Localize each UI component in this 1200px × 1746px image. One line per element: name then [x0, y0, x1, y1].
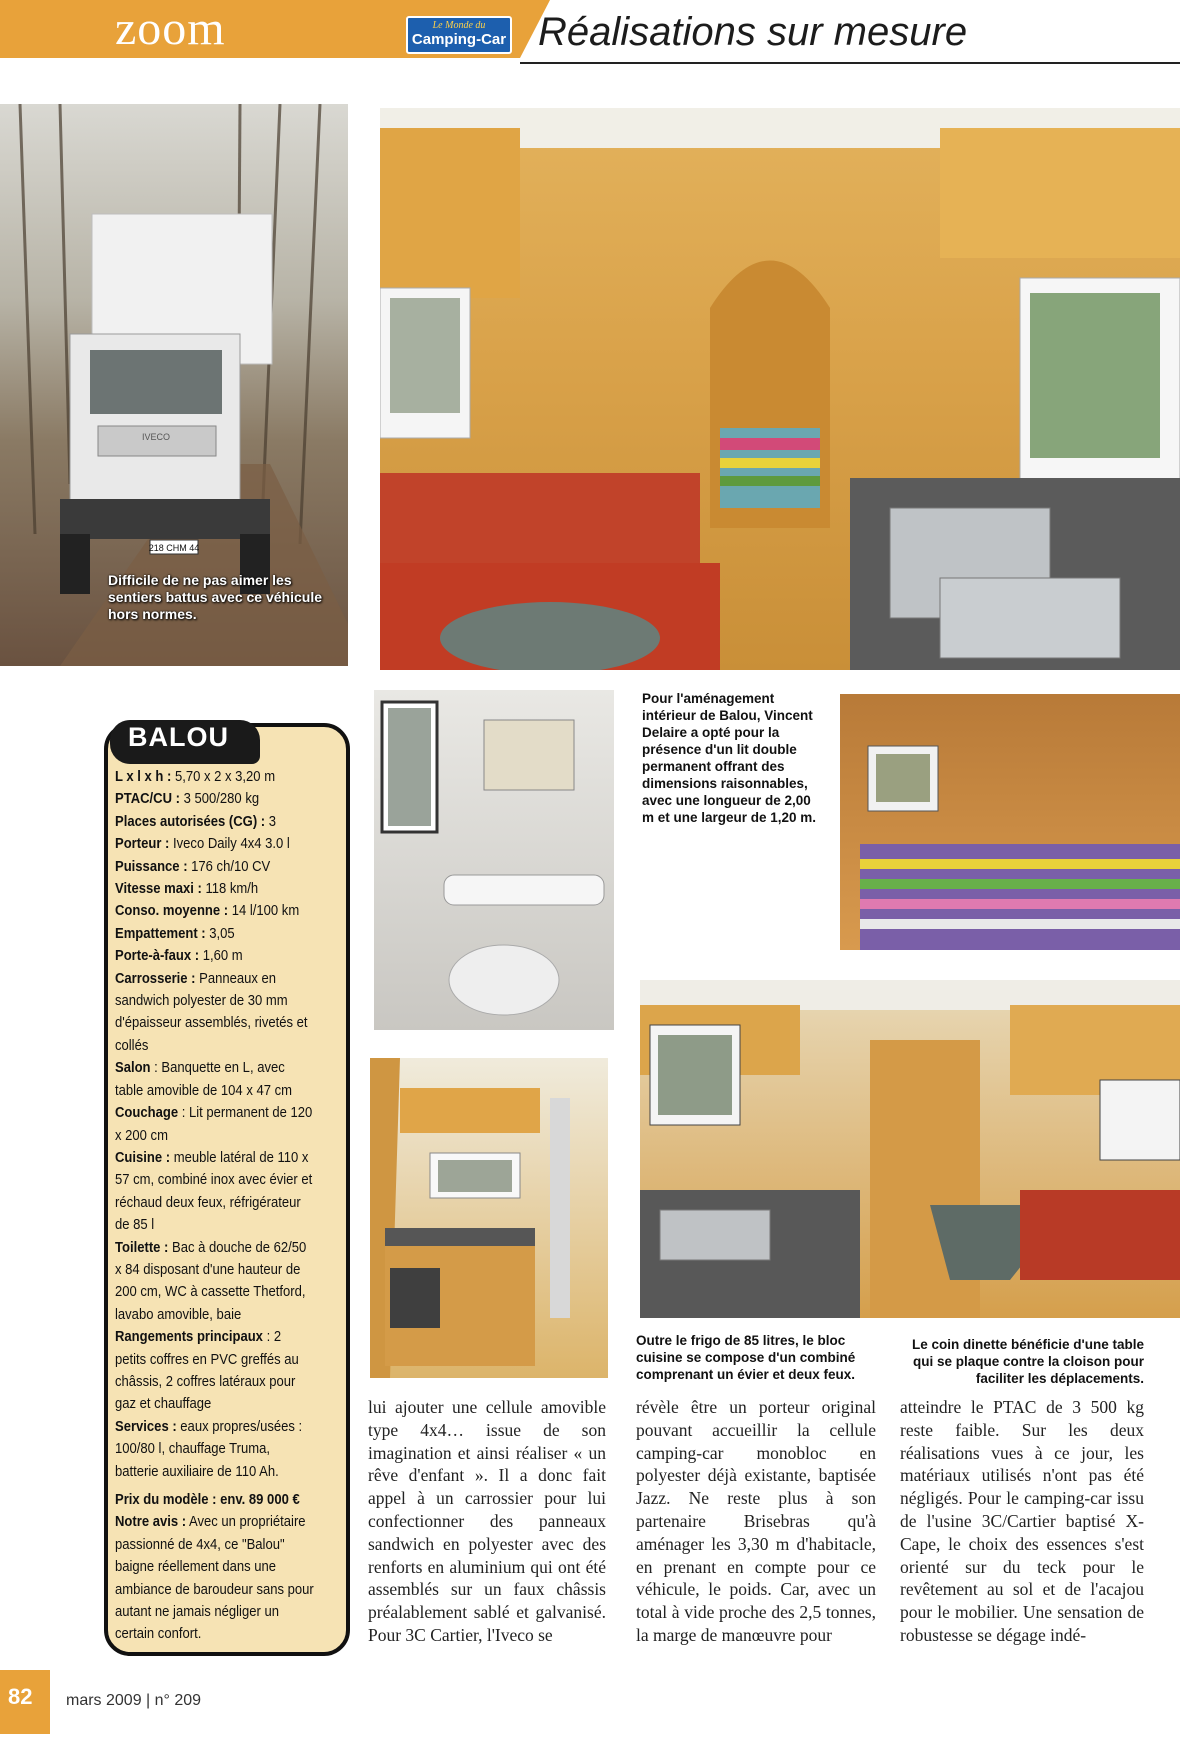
galley-photo	[370, 1058, 608, 1378]
spec-item-label: Porte-à-faux :	[115, 948, 200, 965]
spec-item-label: Couchage	[115, 1105, 179, 1122]
spec-item-value: 3	[265, 813, 277, 830]
spec-item-label: Cuisine :	[115, 1149, 171, 1166]
price-label: Prix du modèle : env. 89 000 €	[115, 1492, 300, 1508]
spec-item	[115, 766, 315, 788]
spec-item-value: 3,05	[205, 925, 235, 942]
opinion	[115, 1511, 315, 1645]
spec-item-label: Toilette :	[115, 1239, 169, 1256]
price	[115, 1489, 315, 1511]
header-rule	[520, 62, 1180, 64]
logo-line1: Le Monde du	[432, 20, 486, 31]
galley-illustration	[370, 1058, 608, 1378]
spec-item-value: eaux propres/usées : 100/80 l, chauffage Truma, batterie auxiliaire de 110 Ah.	[115, 1418, 303, 1480]
dinette-caption: Le coin dinette bénéficie d'une table qui se plaque contre la cloison pour faciliter les déplacements.	[912, 1337, 1144, 1386]
spec-item-value: 14 l/100 km	[228, 903, 300, 920]
spec-item	[115, 1147, 315, 1237]
spec-item	[115, 833, 315, 855]
magazine-logo	[406, 16, 512, 54]
spec-item	[115, 1416, 315, 1483]
spec-item-value: : Banquette en L, avec table amovible de 104 x 47 cm	[115, 1060, 293, 1099]
spec-item-label: Vitesse maxi :	[115, 881, 202, 898]
spec-item-value: : Lit permanent de 120 x 200 cm	[115, 1105, 313, 1144]
spec-item-label: Carrosserie :	[115, 970, 196, 987]
spec-item-value: 5,70 x 2 x 3,20 m	[171, 769, 276, 785]
truck-brand-badge: IVECO	[141, 432, 171, 442]
license-plate: 218 CHM 44	[148, 543, 200, 553]
kitchen-illustration	[640, 980, 1180, 1318]
spec-item-value: Panneaux en sandwich polyester de 30 mm d'épaisseur assemblés, rivetés et collés	[115, 970, 308, 1054]
spec-item	[115, 1237, 315, 1327]
spec-title: BALOU	[128, 722, 229, 752]
kitchen-dinette-photo	[640, 980, 1180, 1318]
logo-line2: Camping-Car	[411, 31, 507, 48]
spec-item-value: : 2 petits coffres en PVC greffés au châssis, 2 coffres latéraux pour gaz et chauffage	[115, 1329, 299, 1413]
spec-item-value: Iveco Daily 4x4 3.0 l	[169, 836, 290, 853]
spec-item-value: 118 km/h	[201, 881, 259, 898]
section-label: zoom	[115, 2, 226, 55]
page-number: 82	[8, 1684, 33, 1709]
spec-item-value: 176 ch/10 CV	[187, 858, 271, 875]
issue-info: mars 2009 | n° 209	[66, 1692, 202, 1709]
interior-main-photo	[380, 108, 1180, 670]
spec-item-label: Rangements principaux	[115, 1329, 263, 1346]
kitchen-caption: Outre le frigo de 85 litres, le bloc cuisine se compose d'un combiné comprenant un évier et deux feux.	[636, 1333, 856, 1382]
opinion-label: Notre avis :	[115, 1514, 187, 1531]
spec-item-label: Empattement :	[115, 925, 206, 942]
spec-item-label: PTAC/CU :	[115, 791, 181, 808]
spec-item	[115, 856, 315, 878]
spec-item	[115, 878, 315, 900]
bathroom-illustration	[374, 690, 614, 1030]
page-number-tab	[0, 1670, 50, 1734]
spec-item	[115, 900, 315, 922]
spec-list	[115, 766, 315, 1646]
spec-item	[115, 923, 315, 945]
spec-item-label: Porteur :	[115, 836, 170, 853]
bed-photo	[840, 694, 1180, 950]
spec-item	[115, 1057, 315, 1102]
spec-item-label: Puissance :	[115, 858, 188, 875]
article-column-2: révèle être un porteur original pouvant accueillir la cellule camping-car monobloc en polyester déjà existante, baptisée Jazz. Ne reste plus à son partenaire Brisebras qu'à aménager les 3,30 m d'habitacle, en prenant en compte pour ce véhicule, le poids. Car, avec un total à vide proche des 2,5 tonnes, la marge de manœuvre pour	[636, 1397, 876, 1645]
spec-item-label: Places autorisées (CG) :	[115, 813, 266, 830]
spec-item-label: L x l x h :	[115, 769, 172, 785]
spec-item-value: 3 500/280 kg	[180, 791, 260, 808]
interior-illustration	[380, 108, 1180, 670]
truck-caption: Difficile de ne pas aimer les sentiers battus avec ce véhicule hors normes.	[108, 572, 322, 622]
spec-item-label: Services :	[115, 1418, 177, 1435]
spec-item	[115, 945, 315, 967]
page-title: Réalisations sur mesure	[538, 10, 968, 54]
spec-item	[115, 968, 315, 1058]
spec-item	[115, 811, 315, 833]
article-column-3: atteindre le PTAC de 3 500 kg reste faible. Sur les deux réalisations vues à ce jour, les matériaux utilisés n'ont pas été négligés. Pour le camping-car issu de l'usine 3C/Cartier baptisé X-Cape, le choix des essences s'est orienté sur du teck pour le revêtement au sol et de l'acajou pour le mobilier. Une sensation de robustesse se dégage indé-	[900, 1397, 1144, 1645]
spec-item-value: Bac à douche de 62/50 x 84 disposant d'une hauteur de 200 cm, WC à cassette Thetford, lavabo amovible, baie	[115, 1239, 307, 1323]
bed-caption: Pour l'aménagement intérieur de Balou, Vincent Delaire a opté pour la présence d'un lit double permanent offrant des dimensions raisonnables, avec une longueur de 2,00 m et une largeur de 1,20 m.	[642, 691, 817, 825]
bed-illustration	[840, 694, 1180, 950]
spec-item	[115, 1326, 315, 1416]
spec-item	[115, 1102, 315, 1147]
bathroom-photo	[374, 690, 614, 1030]
spec-item-value: 1,60 m	[199, 948, 243, 965]
opinion-text: Avec un propriétaire passionné de 4x4, ce "Balou" baigne réellement dans une ambiance de baroudeur sans pour autant ne jamais négliger un certain confort.	[115, 1514, 314, 1643]
article-column-1: lui ajouter une cellule amovible type 4x4… issue de son imagination et ainsi réaliser « un rêve d'enfant ». Il a donc fait appel à un carrossier pour lui confectionner des panneaux sandwich en polyester avec des renforts en aluminium qui ont été assemblés sur un faux châssis préalablement sablé et galvanisé. Pour 3C Cartier, l'Iveco se	[368, 1397, 606, 1645]
spec-item	[115, 788, 315, 810]
spec-item-value: meuble latéral de 110 x 57 cm, combiné inox avec évier et réchaud deux feux, réfrigérateur de 85 l	[115, 1149, 313, 1234]
spec-item-label: Conso. moyenne :	[115, 903, 229, 920]
spec-item-label: Salon	[115, 1060, 151, 1077]
